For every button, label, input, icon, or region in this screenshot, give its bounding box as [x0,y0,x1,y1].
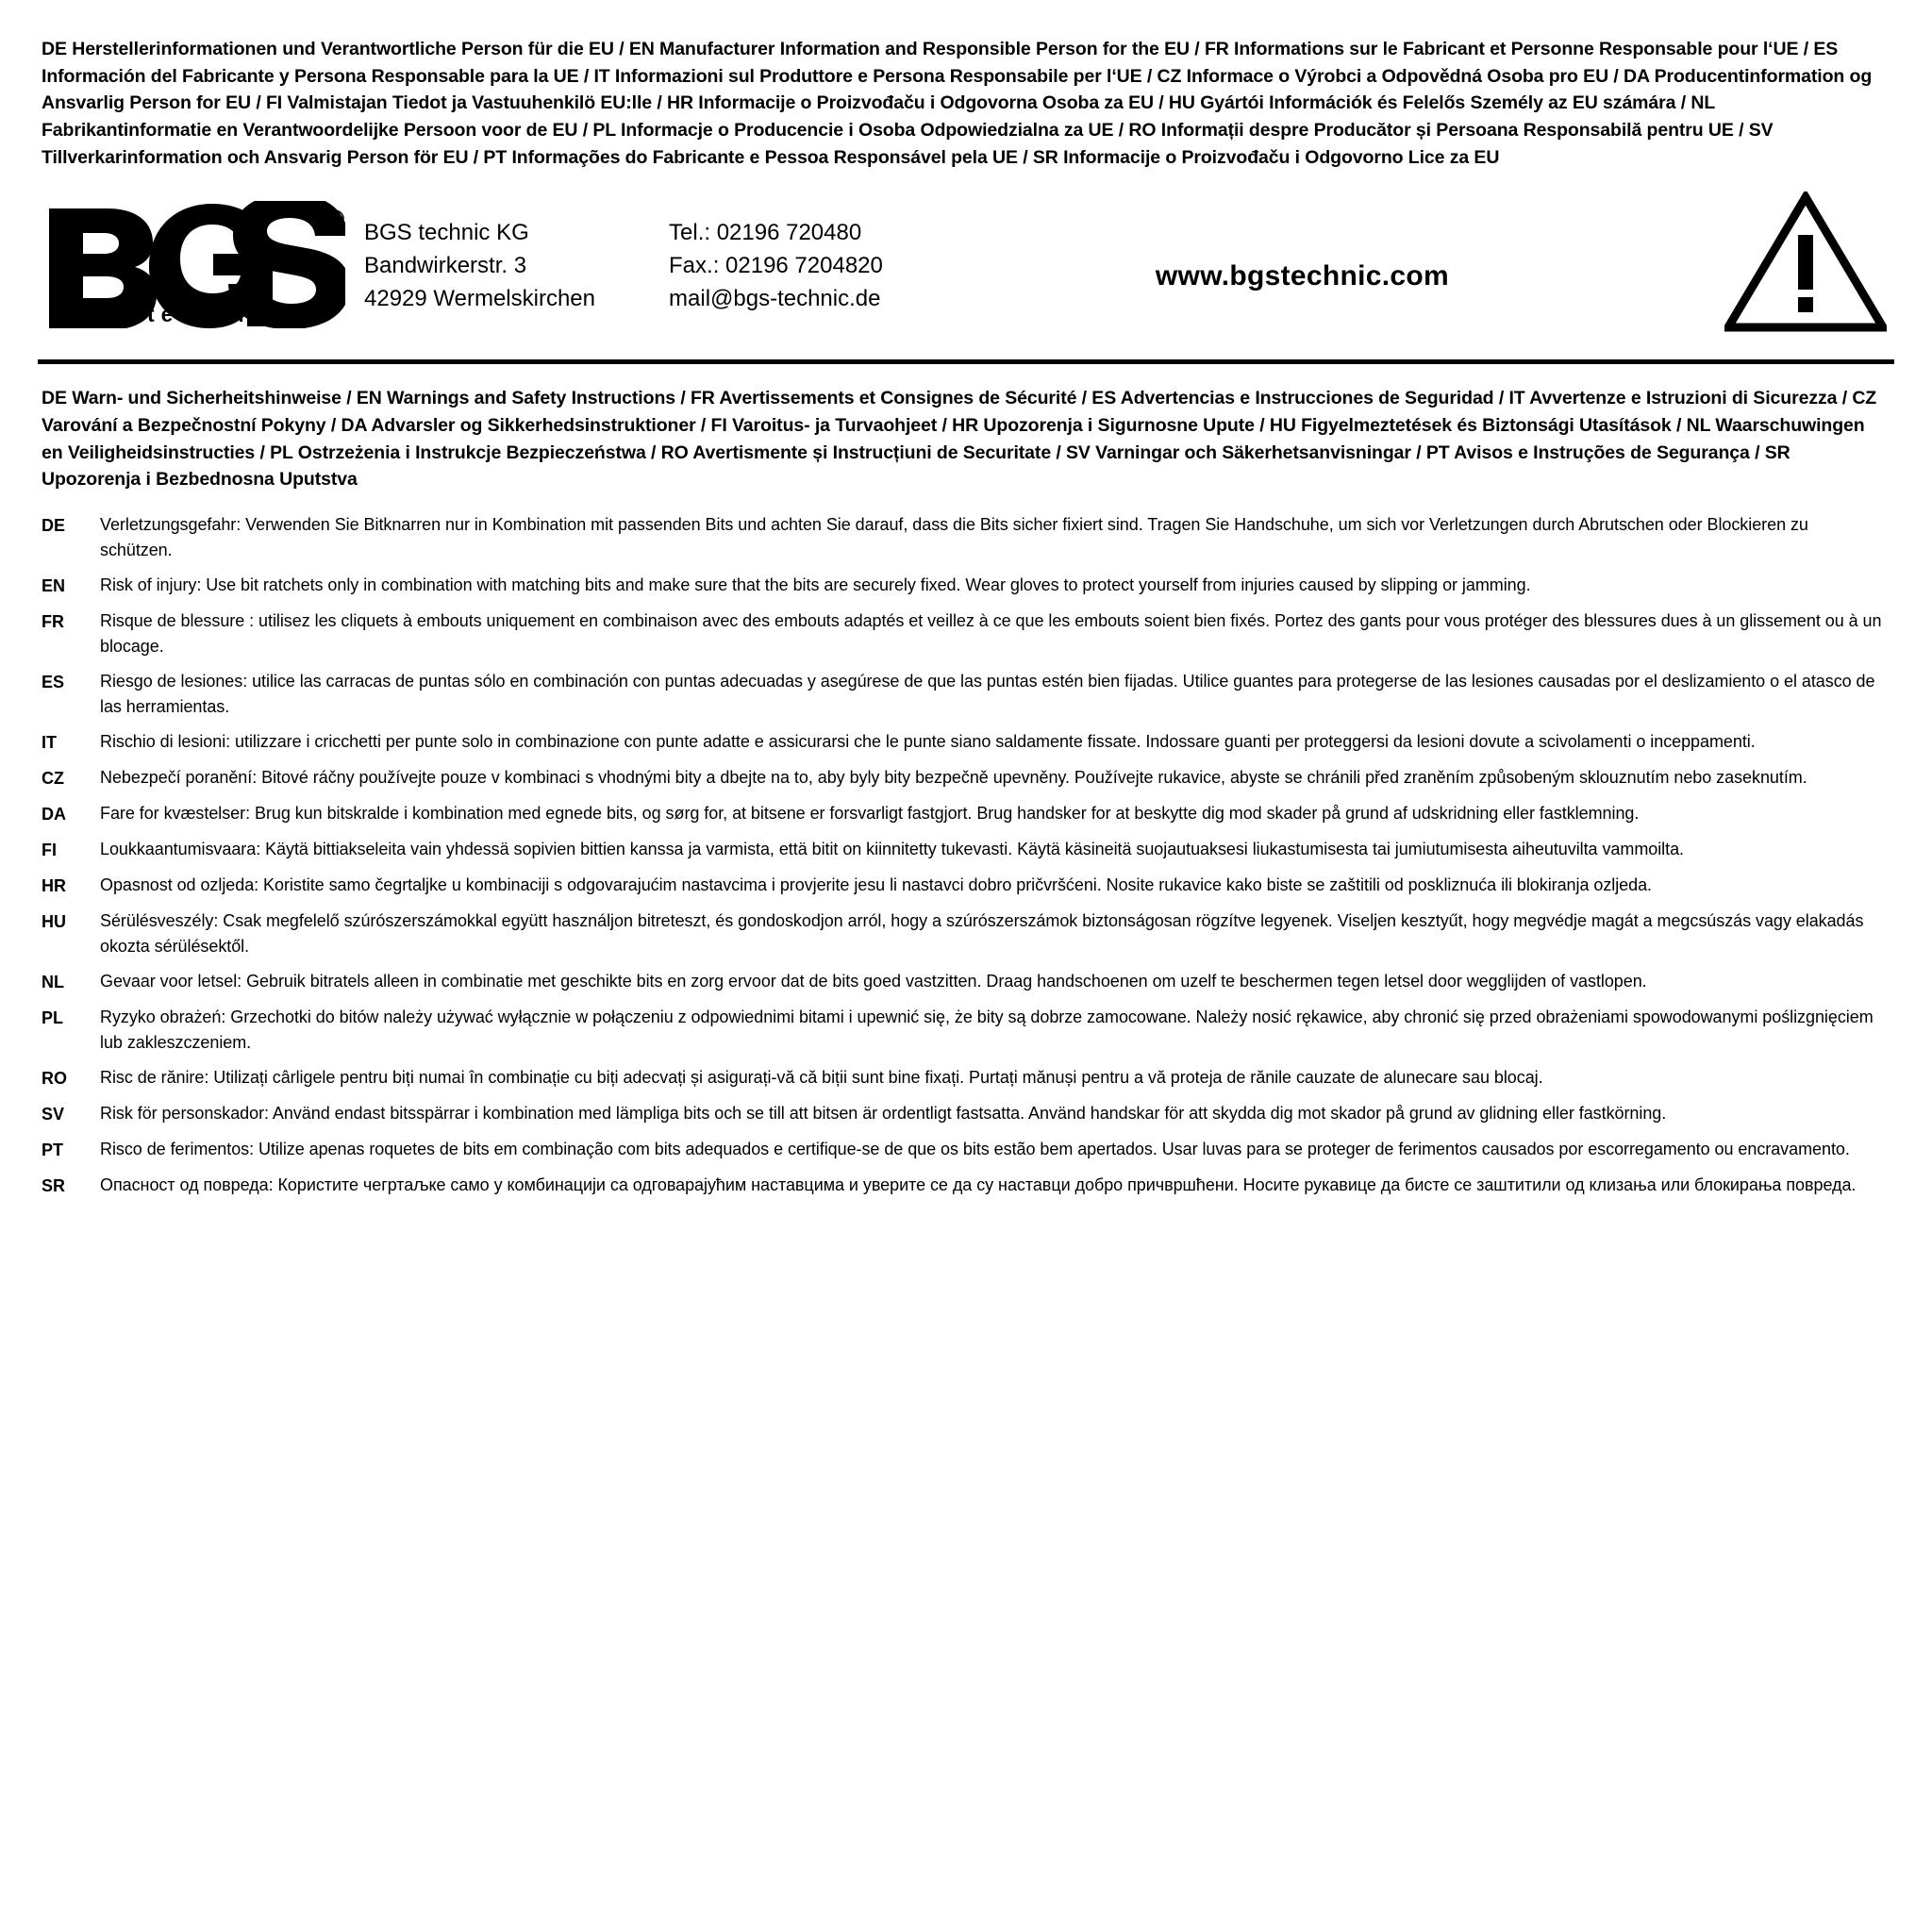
language-code: EN [42,575,66,595]
language-text: Risque de blessure : utilisez les cliquets à embouts uniquement en combinaison avec des embouts adaptés et veillez à ce que les embouts soient bien fixés. Portez des gants pour vous protéger des blessures dues à un glissement ou à un blocage. [100,610,1882,656]
language-code: PL [42,1008,64,1027]
language-code: CZ [42,768,64,788]
safety-instructions-heading: DE Warn- und Sicherheitshinweise / EN Warnings and Safety Instructions / FR Avertissements et Consignes de Sécurité / ES Advertencias e Instrucciones de Seguridad / IT Avvertenze e Istruzioni di Sicurezza / CZ Varování a Bezpečnostní Pokyny / DA Advarsler og Sikkerhedsinstruktioner / FI Varoitus- ja Turvaohjeet / HR Upozorenja i Sigurnosne Upute / HU Figyelmeztetések és Biztonsági Utasítások / NL Waarschuwingen en Veiligheidsinstructies / PL Ostrzeżenia i Instrukcje Bezpieczeństwa / RO Avertismente și Instrucțiuni de Securitate / SV Varningar och Säkerhetsanvisningar / PT Avisos e Instruções de Segurança / SR Upozorenja i Bezbednosna Uputstva [42,388,1877,491]
svg-text:®: ® [326,204,345,233]
language-text: Opasnost od ozljeda: Koristite samo čegrtaljke u kombinaciji s odgovarajućim nastavcima i provjerite jesu li nastavci dobro pričvršćeni. Nosite rukavice kako biste se zaštitili od poskliznuća ili blokiranja ozljeda. [100,874,1653,894]
language-code: SR [42,1175,66,1195]
bgs-logo [38,201,355,328]
language-code: ES [42,672,65,691]
language-text: Rischio di lesioni: utilizzare i cricchetti per punte solo in combinazione con punte adatte e assicurarsi che le punte siano saldamente fissate. Indossare guanti per proteggersi da lesioni dovute a scivolamenti o inceppamenti. [100,731,1756,751]
language-code: IT [42,732,57,752]
list-item [42,729,1885,756]
language-text: Risk of injury: Use bit ratchets only in combination with matching bits and make sure that the bits are securely fixed. Wear gloves to protect yourself from injuries caused by slipping or jamming. [100,575,1531,594]
company-name: BGS technic KG [364,220,529,246]
list-item [42,873,1885,899]
language-text: Verletzungsgefahr: Verwenden Sie Bitknarren nur in Kombination mit passenden Bits und achten Sie darauf, dass die Bits sicher fixiert sind. Tragen Sie Handschuhe, um sich vor Verletzungen durch Abrutschen oder Blockieren zu schützen. [100,514,1808,559]
company-fax: Fax.: 02196 7204820 [669,252,883,278]
language-text: Gevaar voor letsel: Gebruik bitratels alleen in combinatie met geschikte bits en zorg ervoor dat de bits goed vastzitten. Draag handschoenen om uzelf te beschermen tegen letsel door wegglijden of vastlopen. [100,971,1647,991]
list-item [42,573,1885,599]
language-text: Risco de ferimentos: Utilize apenas roquetes de bits em combinação com bits adequados e certifique-se de que os bits estão bem apertados. Usar luvas para se proteger de ferimentos causados por escorregamento ou encravamento. [100,1139,1850,1158]
language-code: DA [42,804,66,824]
company-website[interactable]: www.bgstechnic.com [1155,260,1449,292]
language-code: SV [42,1104,65,1124]
list-item [42,1005,1885,1056]
language-code: FI [42,840,57,859]
list-item [42,801,1885,827]
language-text: Ryzyko obrażeń: Grzechotki do bitów należy używać wyłącznie w połączeniu z odpowiednimi bitami i upewnić się, że bity są dobrze zamocowane. Należy nosić rękawice, aby chronić się przed obrażeniami spowodowanymi poślizgnięciem lub zakleszczeniem. [100,1007,1874,1052]
language-code: DE [42,515,66,535]
language-code: RO [42,1068,67,1088]
language-code: PT [42,1140,64,1159]
language-text: Loukkaantumisvaara: Käytä bittiakseleita vain yhdessä sopivien bittien kanssa ja varmista, että bitit on kiinnitetty tukevasti. Käytä käsineitä suojautuaksesi liukastumisesta tai jumiutumisesta aiheutuvilta vammoilta. [100,839,1684,858]
list-item [42,1137,1885,1163]
language-text: Riesgo de lesiones: utilice las carracas de puntas sólo en combinación con puntas adecuadas y asegúrese de que las puntas estén bien fijadas. Utilice guantes para protegerse de las lesiones causadas por el deslizamiento o el atasco de las herramientas. [100,671,1875,716]
company-tel: Tel.: 02196 720480 [669,220,862,246]
language-code: NL [42,972,64,991]
company-street: Bandwirkerstr. 3 [364,252,527,278]
language-code: HU [42,911,66,931]
list-item [42,512,1885,563]
warning-triangle-icon [1722,192,1894,338]
language-text: Опасност од повреда: Користите чегртаљке само у комбинацији са одговарајућим наставцима и уверите се да су наставци добро причвршћени. Носите рукавице да бисте се заштитили од клизања или блокирања повреда. [100,1174,1857,1194]
manufacturer-info-heading: DE Herstellerinformationen und Verantwortliche Person für die EU / EN Manufacturer Information and Responsible Person for the EU / FR Informations sur le Fabricant et Personne Responsable pour l‘UE / ES Información del Fabricante y Persona Responsable para la UE / IT Informazioni sul Produttore e Persona Responsabile per l‘UE / CZ Informace o Výrobci a Odpovědná Osoba pro EU / DA Producentinformation og Ansvarlig Person for EU / FI Valmistajan Tiedot ja Vastuuhenkilö EU:lle / HR Informacije o Proizvođaču i Odgovorna Osoba za EU / HU Gyártói Információk és Felelős Személy az EU számára / NL Fabrikantinformatie en Verantwoordelijke Persoon voor de EU / PL Informacje o Producencie i Osoba Odpowiedzialna za UE / RO Informații despre Producător și Persoana Responsabilă pentru UE / SV Tillverkarinformation och Ansvarig Person för EU / PT Informações do Fabricante e Pessoa Responsável pela UE / SR Informacije o Proizvođaču i Odgovorno Lice za EU [42,39,1873,168]
language-text: Risk för personskador: Använd endast bitsspärrar i kombination med lämpliga bits och se till att bitsen är ordentligt fastsatta. Använd handskar för att skydda dig mot skador på grund av glidning eller fastkörning. [100,1103,1667,1123]
list-item [42,1173,1885,1199]
language-text: Risc de rănire: Utilizați cârligele pentru biți numai în combinație cu biți adecvați și asigurați-vă că biții sunt bine fixați. Purtați mănuși pentru a vă proteja de rănile cauzate de alunecare sau blocaj. [100,1067,1543,1087]
bgs-logo-icon [43,201,345,328]
list-item [42,1065,1885,1091]
company-info-band [38,184,1894,364]
safety-instruction-list [38,512,1894,1199]
language-text: Sérülésveszély: Csak megfelelő szúrószerszámokkal együtt használjon bitreteszt, és gondoskodjon arról, hogy a szúrószerszámok biztonságosan rögzítve legyenek. Viseljen kesztyűt, hogy megvédje magát a megcsúszás vagy elakadás okozta sérülésektől. [100,910,1864,956]
language-text: Fare for kvæstelser: Brug kun bitskralde i kombination med egnede bits, og sørg for, at bitsene er forsvarligt fastgjort. Brug handsker for at beskytte dig mod skader på grund af udskridning eller fastklemning. [100,803,1640,823]
svg-text:technic: technic [147,301,270,326]
language-code: FR [42,611,64,631]
language-text: Nebezpečí poranění: Bitové ráčny používejte pouze v kombinaci s vhodnými bity a dbejte na to, aby byly bity bezpečně upevněny. Používejte rukavice, abyste se chránili před zraněním způsobeným sklouznutím nebo zaseknutím. [100,767,1807,787]
language-code: HR [42,875,66,895]
list-item [42,669,1885,720]
list-item [42,765,1885,791]
company-email[interactable]: mail@bgs-technic.de [669,285,881,311]
company-city: 42929 Wermelskirchen [364,285,596,311]
company-contact [669,213,883,315]
list-item [42,969,1885,995]
list-item [42,608,1885,659]
company-address [364,213,595,315]
list-item [42,837,1885,863]
list-item [42,1101,1885,1127]
list-item [42,908,1885,959]
